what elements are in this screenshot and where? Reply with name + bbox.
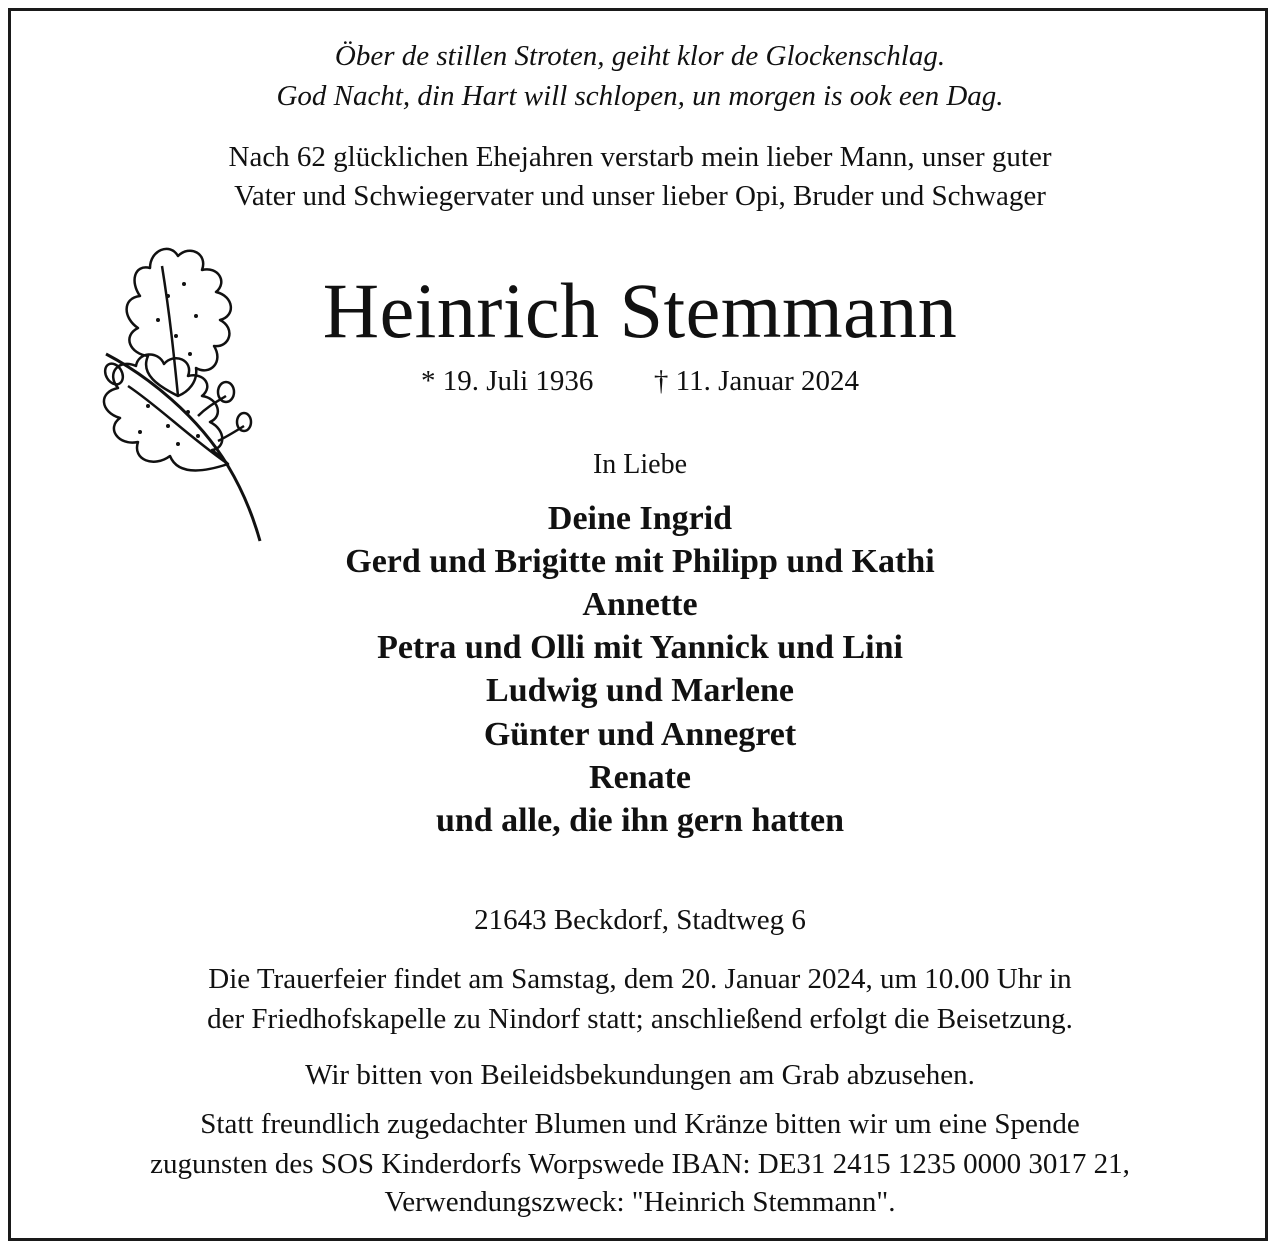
intro-line-1: Nach 62 glücklichen Ehejahren verstarb mein lieber Mann, unser guter <box>228 141 1052 173</box>
ceremony-line-2: der Friedhofskapelle zu Nindorf statt; anschließend erfolgt die Beisetzung. <box>207 1003 1073 1035</box>
life-dates <box>0 365 1280 398</box>
in-liebe-label: In Liebe <box>592 449 688 480</box>
family-line: Günter und Annegret <box>483 716 797 753</box>
motto-line-1: Öber de stillen Stroten, geiht klor de Glockenschlag. <box>334 40 946 72</box>
family-line: Ludwig und Marlene <box>486 672 794 709</box>
family-line: Gerd und Brigitte mit Philipp und Kathi <box>345 543 935 580</box>
motto-line-2: God Nacht, din Hart will schlopen, un morgen is ook een Dag. <box>276 80 1004 112</box>
birth-date: * 19. Juli 1936 <box>420 365 594 397</box>
intro-line-2: Vater und Schwiegervater und unser lieber Opi, Bruder und Schwager <box>234 180 1046 212</box>
donation-line-2: zugunsten des SOS Kinderdorfs Worpswede IBAN: DE31 2415 1235 0000 3017 21, <box>150 1148 1130 1180</box>
donation-line-3: Verwendungszweck: "Heinrich Stemmann". <box>384 1186 896 1218</box>
ceremony-line-1: Die Trauerfeier findet am Samstag, dem 20. Januar 2024, um 10.00 Uhr in <box>208 963 1072 995</box>
deceased-name: Heinrich Stemmann <box>322 267 958 354</box>
address: 21643 Beckdorf, Stadtweg 6 <box>474 904 806 936</box>
family-line: Renate <box>589 759 691 796</box>
family-line: Annette <box>582 586 698 623</box>
family-line: und alle, die ihn gern hatten <box>435 802 845 839</box>
family-line: Deine Ingrid <box>547 500 733 537</box>
death-date: † 11. Januar 2024 <box>653 365 860 397</box>
donation-line-1: Statt freundlich zugedachter Blumen und Kränze bitten wir um eine Spende <box>200 1108 1080 1140</box>
family-line: Petra und Olli mit Yannick und Lini <box>377 629 903 666</box>
condolence-note: Wir bitten von Beileidsbekundungen am Grab abzusehen. <box>305 1059 975 1091</box>
